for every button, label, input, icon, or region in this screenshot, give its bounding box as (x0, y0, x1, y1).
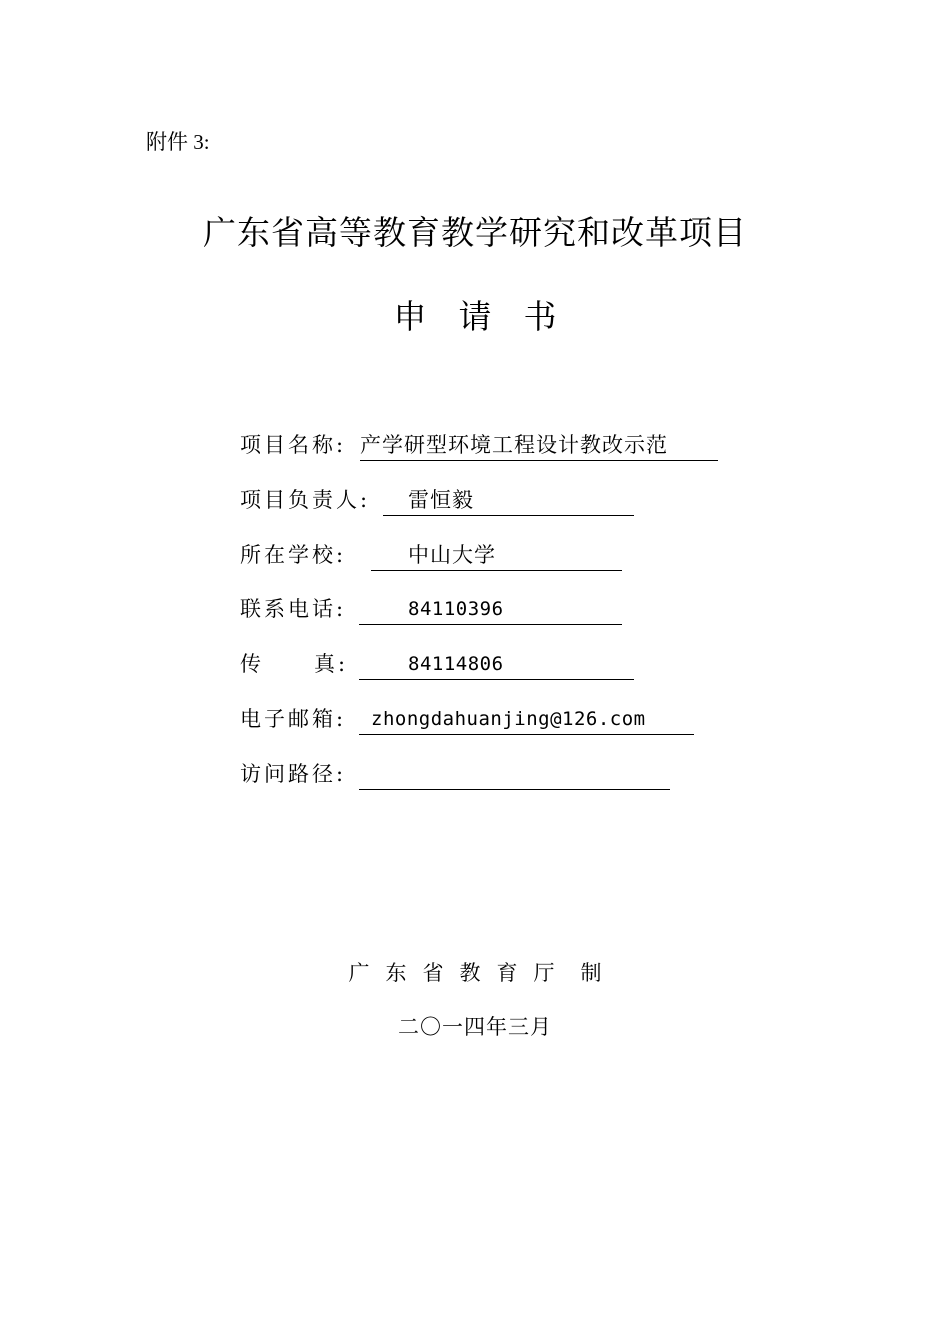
issue-date: 二〇一四年三月 (398, 1015, 552, 1039)
field-label: 项目名称: (240, 433, 347, 457)
field-label: 访问路径: (240, 762, 347, 786)
field-label: 电子邮箱: (240, 707, 347, 731)
authority-char: 东 (385, 961, 407, 985)
field-underline (359, 759, 670, 790)
subtitle-char: 书 (523, 297, 557, 336)
field-value: 中山大学 (408, 543, 496, 567)
field-label: 联系电话: (240, 597, 347, 621)
subtitle-char: 请 (458, 297, 492, 336)
authority-char: 育 (496, 961, 518, 985)
document-subtitle (0, 294, 950, 340)
field-value: 84110396 (408, 598, 504, 620)
field-value: 雷恒毅 (408, 488, 474, 512)
field-value: zhongdahuanjing@126.com (371, 708, 646, 730)
field-label: 项目负责人: (240, 488, 371, 512)
field-value: 84114806 (408, 653, 504, 675)
authority-char: 制 (580, 961, 602, 985)
authority-char: 广 (348, 961, 370, 985)
field-label-colon: : (338, 652, 346, 676)
subtitle-char: 申 (393, 297, 427, 336)
field-label: 所在学校: (240, 543, 347, 567)
authority-char: 省 (422, 961, 444, 985)
attachment-label: 附件 3: (146, 130, 210, 154)
field-label-char: 真 (314, 652, 335, 676)
document-title: 广东省高等教育教学研究和改革项目 (203, 213, 747, 252)
authority-char: 厅 (533, 961, 555, 985)
authority-char: 教 (459, 961, 481, 985)
field-value: 产学研型环境工程设计教改示范 (360, 433, 668, 457)
field-label-char: 传 (240, 652, 261, 676)
issuing-authority (0, 958, 950, 988)
